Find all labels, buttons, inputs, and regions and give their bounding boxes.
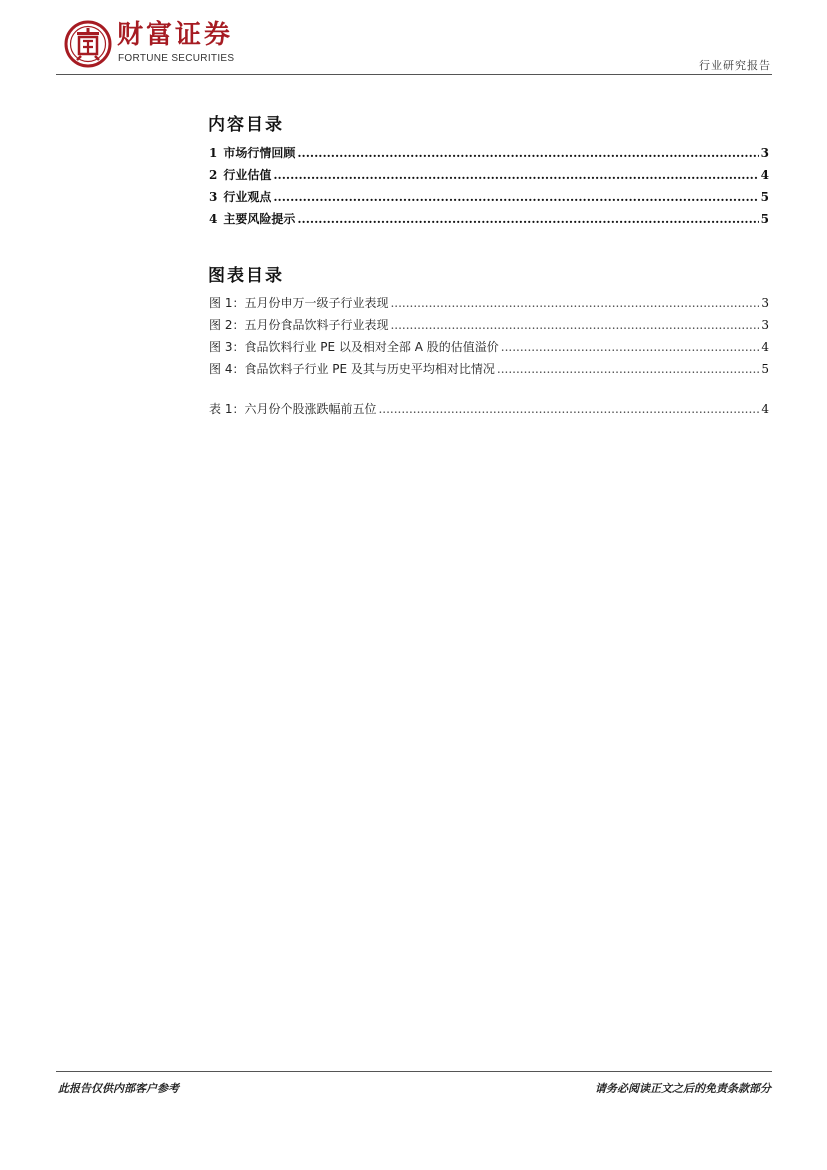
toc-item-page: 3 xyxy=(760,146,769,160)
figure-item-label: 图 1：五月份申万一级子行业表现 xyxy=(209,296,389,310)
toc-leader-dots xyxy=(297,146,758,160)
toc-item-number: 2 xyxy=(209,168,218,182)
table-item-page: 4 xyxy=(761,402,769,416)
figure-item-label: 图 3：食品饮料行业 PE 以及相对全部 A 股的估值溢价 xyxy=(209,340,499,354)
figure-item-page: 5 xyxy=(761,362,769,376)
toc-leader-dots xyxy=(378,402,759,416)
toc-item-label: 行业观点 xyxy=(223,190,272,204)
toc-leader-dots xyxy=(497,362,759,376)
figure-item[interactable] xyxy=(209,294,769,316)
figure-item-label: 图 4：食品饮料子行业 PE 及其与历史平均相对比情况 xyxy=(209,362,495,376)
toc-item-label: 主要风险提示 xyxy=(223,212,296,226)
toc-leader-dots xyxy=(273,168,758,182)
toc-title: 内容目录 xyxy=(208,115,284,135)
fortune-securities-logo-icon xyxy=(64,20,112,68)
footer-disclaimer-right: 请务必阅读正文之后的免责条款部分 xyxy=(595,1082,771,1095)
figures-title: 图表目录 xyxy=(208,266,284,286)
table-item-label: 表 1：六月份个股涨跌幅前五位 xyxy=(209,402,377,416)
toc-item-page: 5 xyxy=(760,190,769,204)
figure-item[interactable] xyxy=(209,338,769,360)
toc-leader-dots xyxy=(501,340,760,354)
toc-item-valuation[interactable] xyxy=(209,166,769,188)
figure-item[interactable] xyxy=(209,316,769,338)
toc-item-risk-warning[interactable] xyxy=(209,210,769,232)
footer-disclaimer-left: 此报告仅供内部客户参考 xyxy=(58,1082,179,1095)
toc-leader-dots xyxy=(390,318,759,332)
header-divider xyxy=(56,74,772,75)
toc-item-label: 市场行情回顾 xyxy=(223,146,296,160)
figure-item-page: 3 xyxy=(761,318,769,332)
figure-item-page: 4 xyxy=(761,340,769,354)
toc-item-number: 4 xyxy=(209,212,218,226)
figures-list xyxy=(209,294,769,382)
report-type-label: 行业研究报告 xyxy=(699,59,771,72)
brand-name-en: FORTUNE SECURITIES xyxy=(118,53,235,64)
toc-list xyxy=(209,144,769,232)
page-header xyxy=(0,0,827,80)
toc-item-number: 1 xyxy=(209,146,218,160)
figure-item-label: 图 2：五月份食品饮料子行业表现 xyxy=(209,318,389,332)
tables-list xyxy=(209,400,769,422)
toc-item-page: 5 xyxy=(760,212,769,226)
toc-leader-dots xyxy=(390,296,759,310)
toc-leader-dots xyxy=(297,212,758,226)
footer-divider xyxy=(56,1071,772,1072)
figure-item-page: 3 xyxy=(761,296,769,310)
toc-item-market-review[interactable] xyxy=(209,144,769,166)
table-item[interactable] xyxy=(209,400,769,422)
toc-item-label: 行业估值 xyxy=(223,168,272,182)
brand-name-cn: 财富证券 xyxy=(117,20,234,50)
toc-item-page: 4 xyxy=(760,168,769,182)
toc-item-industry-view[interactable] xyxy=(209,188,769,210)
figure-item[interactable] xyxy=(209,360,769,382)
toc-item-number: 3 xyxy=(209,190,218,204)
toc-leader-dots xyxy=(273,190,758,204)
